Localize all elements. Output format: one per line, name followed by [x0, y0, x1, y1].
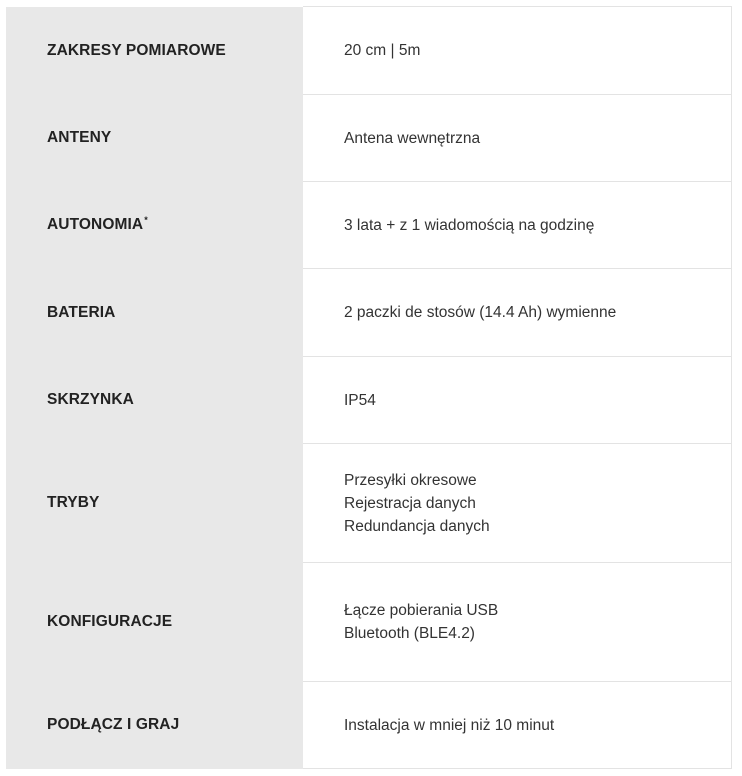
spec-label: AUTONOMIA	[47, 216, 144, 233]
spec-row-antennas	[6, 95, 732, 182]
spec-label: KONFIGURACJE	[47, 613, 173, 630]
spec-value: 3 lata + z 1 wiadomością na godzinę	[344, 216, 595, 234]
spec-value-cell	[303, 95, 732, 182]
spec-row-enclosure	[6, 357, 732, 444]
spec-row-configurations	[6, 563, 732, 682]
spec-label-cell	[6, 269, 303, 357]
spec-label-cell	[6, 682, 303, 769]
spec-value: Rejestracja danych	[344, 494, 476, 512]
spec-label: BATERIA	[47, 303, 116, 321]
spec-row-measurement-ranges	[6, 7, 732, 95]
spec-value: Bluetooth (BLE4.2)	[344, 625, 475, 642]
spec-value: Antena wewnętrzna	[344, 129, 481, 147]
spec-value-cell	[303, 269, 732, 357]
spec-value: IP54	[344, 391, 376, 409]
spec-label-cell	[6, 357, 303, 444]
spec-value-cell	[303, 7, 732, 95]
spec-value-cell	[303, 357, 732, 444]
spec-label-cell	[6, 95, 303, 182]
spec-label-footnote-mark: *	[144, 215, 148, 225]
spec-value: Łącze pobierania USB	[344, 602, 499, 619]
spec-value: 20 cm | 5m	[344, 42, 421, 59]
spec-label-cell	[6, 444, 303, 563]
spec-row-battery	[6, 269, 732, 357]
spec-value: Przesyłki okresowe	[344, 471, 477, 489]
spec-row-autonomy	[6, 182, 732, 269]
spec-row-plug-and-play	[6, 682, 732, 769]
spec-value: Redundancja danych	[344, 517, 490, 535]
spec-value-cell	[303, 444, 732, 563]
spec-label-cell	[6, 563, 303, 682]
spec-label: SKRZYNKA	[47, 391, 134, 408]
spec-value: 2 paczki de stosów (14.4 Ah) wymienne	[344, 304, 617, 321]
specification-table	[6, 6, 732, 769]
spec-value-cell	[303, 182, 732, 269]
spec-label-cell	[6, 182, 303, 269]
spec-row-modes	[6, 444, 732, 563]
spec-label: TRYBY	[47, 494, 100, 511]
spec-label-cell	[6, 7, 303, 95]
spec-value-cell	[303, 682, 732, 769]
spec-value: Instalacja w mniej niż 10 minut	[344, 716, 555, 734]
spec-label: PODŁĄCZ I GRAJ	[47, 716, 180, 733]
spec-label: ANTENY	[47, 129, 112, 146]
spec-label: ZAKRESY POMIAROWE	[47, 41, 226, 59]
spec-value-cell	[303, 563, 732, 682]
